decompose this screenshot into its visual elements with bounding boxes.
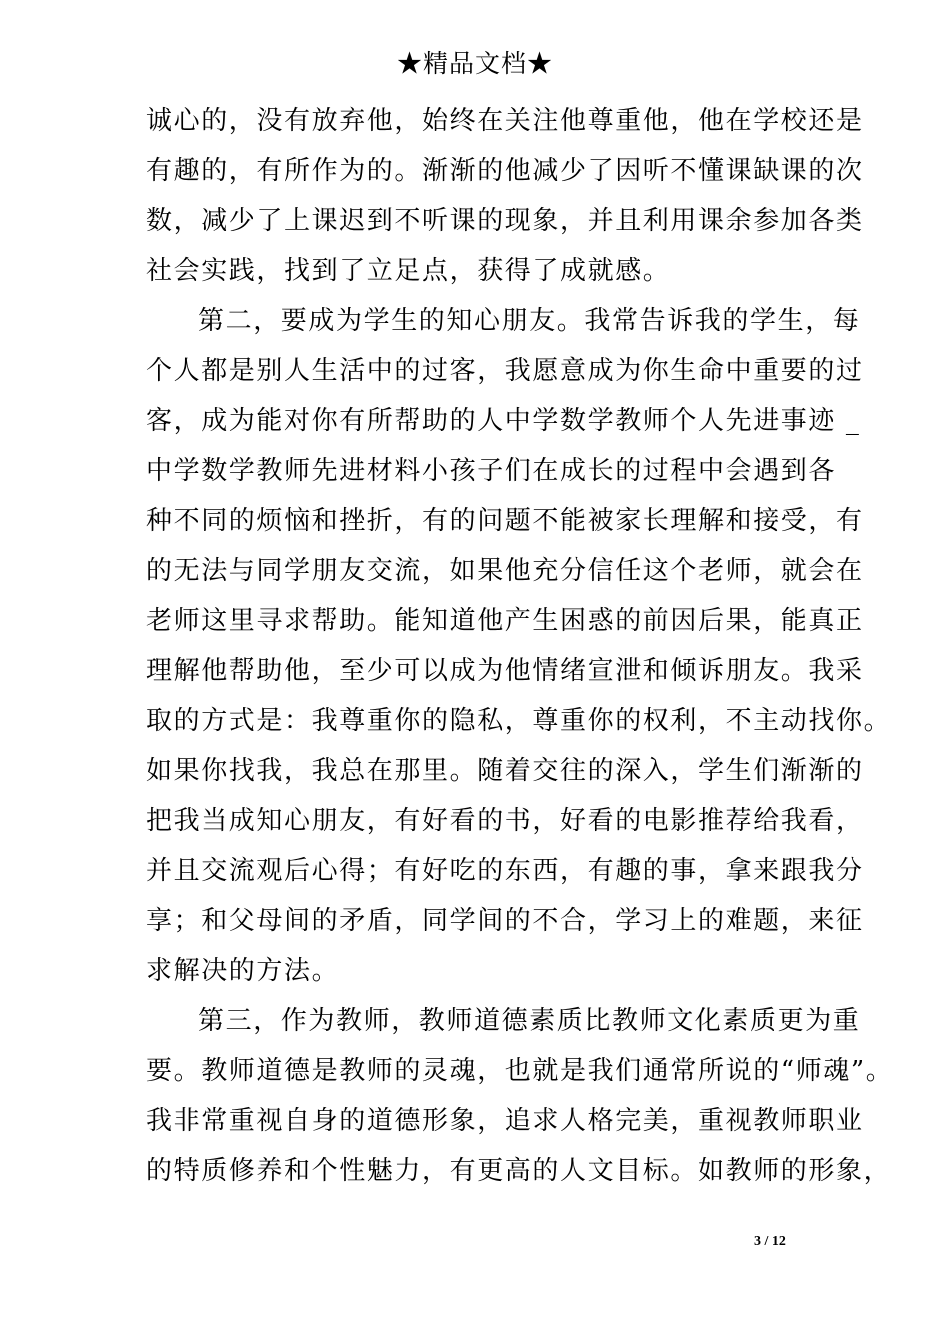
text-line: 客，成为能对你有所帮助的人中学数学教师个人先进事迹 _ — [146, 406, 861, 436]
paragraph-start-line: 第二，要成为学生的知心朋友。我常告诉我的学生，每 — [198, 306, 861, 336]
document-body — [146, 96, 894, 1196]
text-line: 个人都是别人生活中的过客，我愿意成为你生命中重要的过 — [146, 356, 864, 386]
text-line: 求解决的方法。 — [146, 956, 340, 986]
page-number: 3 / 12 — [754, 1234, 786, 1249]
text-line: 我非常重视自身的道德形象，追求人格完美，重视教师职业 — [146, 1106, 864, 1136]
text-line: 的无法与同学朋友交流，如果他充分信任这个老师，就会在 — [146, 556, 864, 586]
text-line: 数，减少了上课迟到不听课的现象，并且利用课余参加各类 — [146, 206, 864, 236]
text-line: 的特质修养和个性魅力，有更高的人文目标。如教师的形象， — [146, 1156, 892, 1186]
text-line: 老师这里寻求帮助。能知道他产生困惑的前因后果，能真正 — [146, 606, 864, 636]
text-line: 并且交流观后心得；有好吃的东西，有趣的事，拿来跟我分 — [146, 856, 864, 886]
paragraph-start-line: 第三，作为教师，教师道德素质比教师文化素质更为重 — [198, 1006, 861, 1036]
text-line: 诚心的，没有放弃他，始终在关注他尊重他，他在学校还是 — [146, 106, 864, 136]
text-line: 有趣的，有所作为的。渐渐的他减少了因听不懂课缺课的次 — [146, 156, 864, 186]
page-header-title: ★精品文档★ — [396, 49, 553, 78]
text-line: 把我当成知心朋友，有好看的书，好看的电影推荐给我看， — [146, 806, 864, 836]
text-line: 享；和父母间的矛盾，同学间的不合，学习上的难题，来征 — [146, 906, 864, 936]
text-line: 如果你找我，我总在那里。随着交往的深入，学生们渐渐的 — [146, 756, 864, 786]
text-line: 社会实践，找到了立足点，获得了成就感。 — [146, 256, 671, 286]
text-line: 中学数学教师先进材料小孩子们在成长的过程中会遇到各 — [146, 456, 837, 486]
text-line: 种不同的烦恼和挫折，有的问题不能被家长理解和接受，有 — [146, 506, 864, 536]
text-line: 取的方式是：我尊重你的隐私，尊重你的权利，不主动找你。 — [146, 706, 892, 736]
text-line: 理解他帮助他，至少可以成为他情绪宣泄和倾诉朋友。我采 — [146, 656, 864, 686]
text-line: 要。教师道德是教师的灵魂，也就是我们通常所说的“师魂”。 — [146, 1056, 894, 1086]
